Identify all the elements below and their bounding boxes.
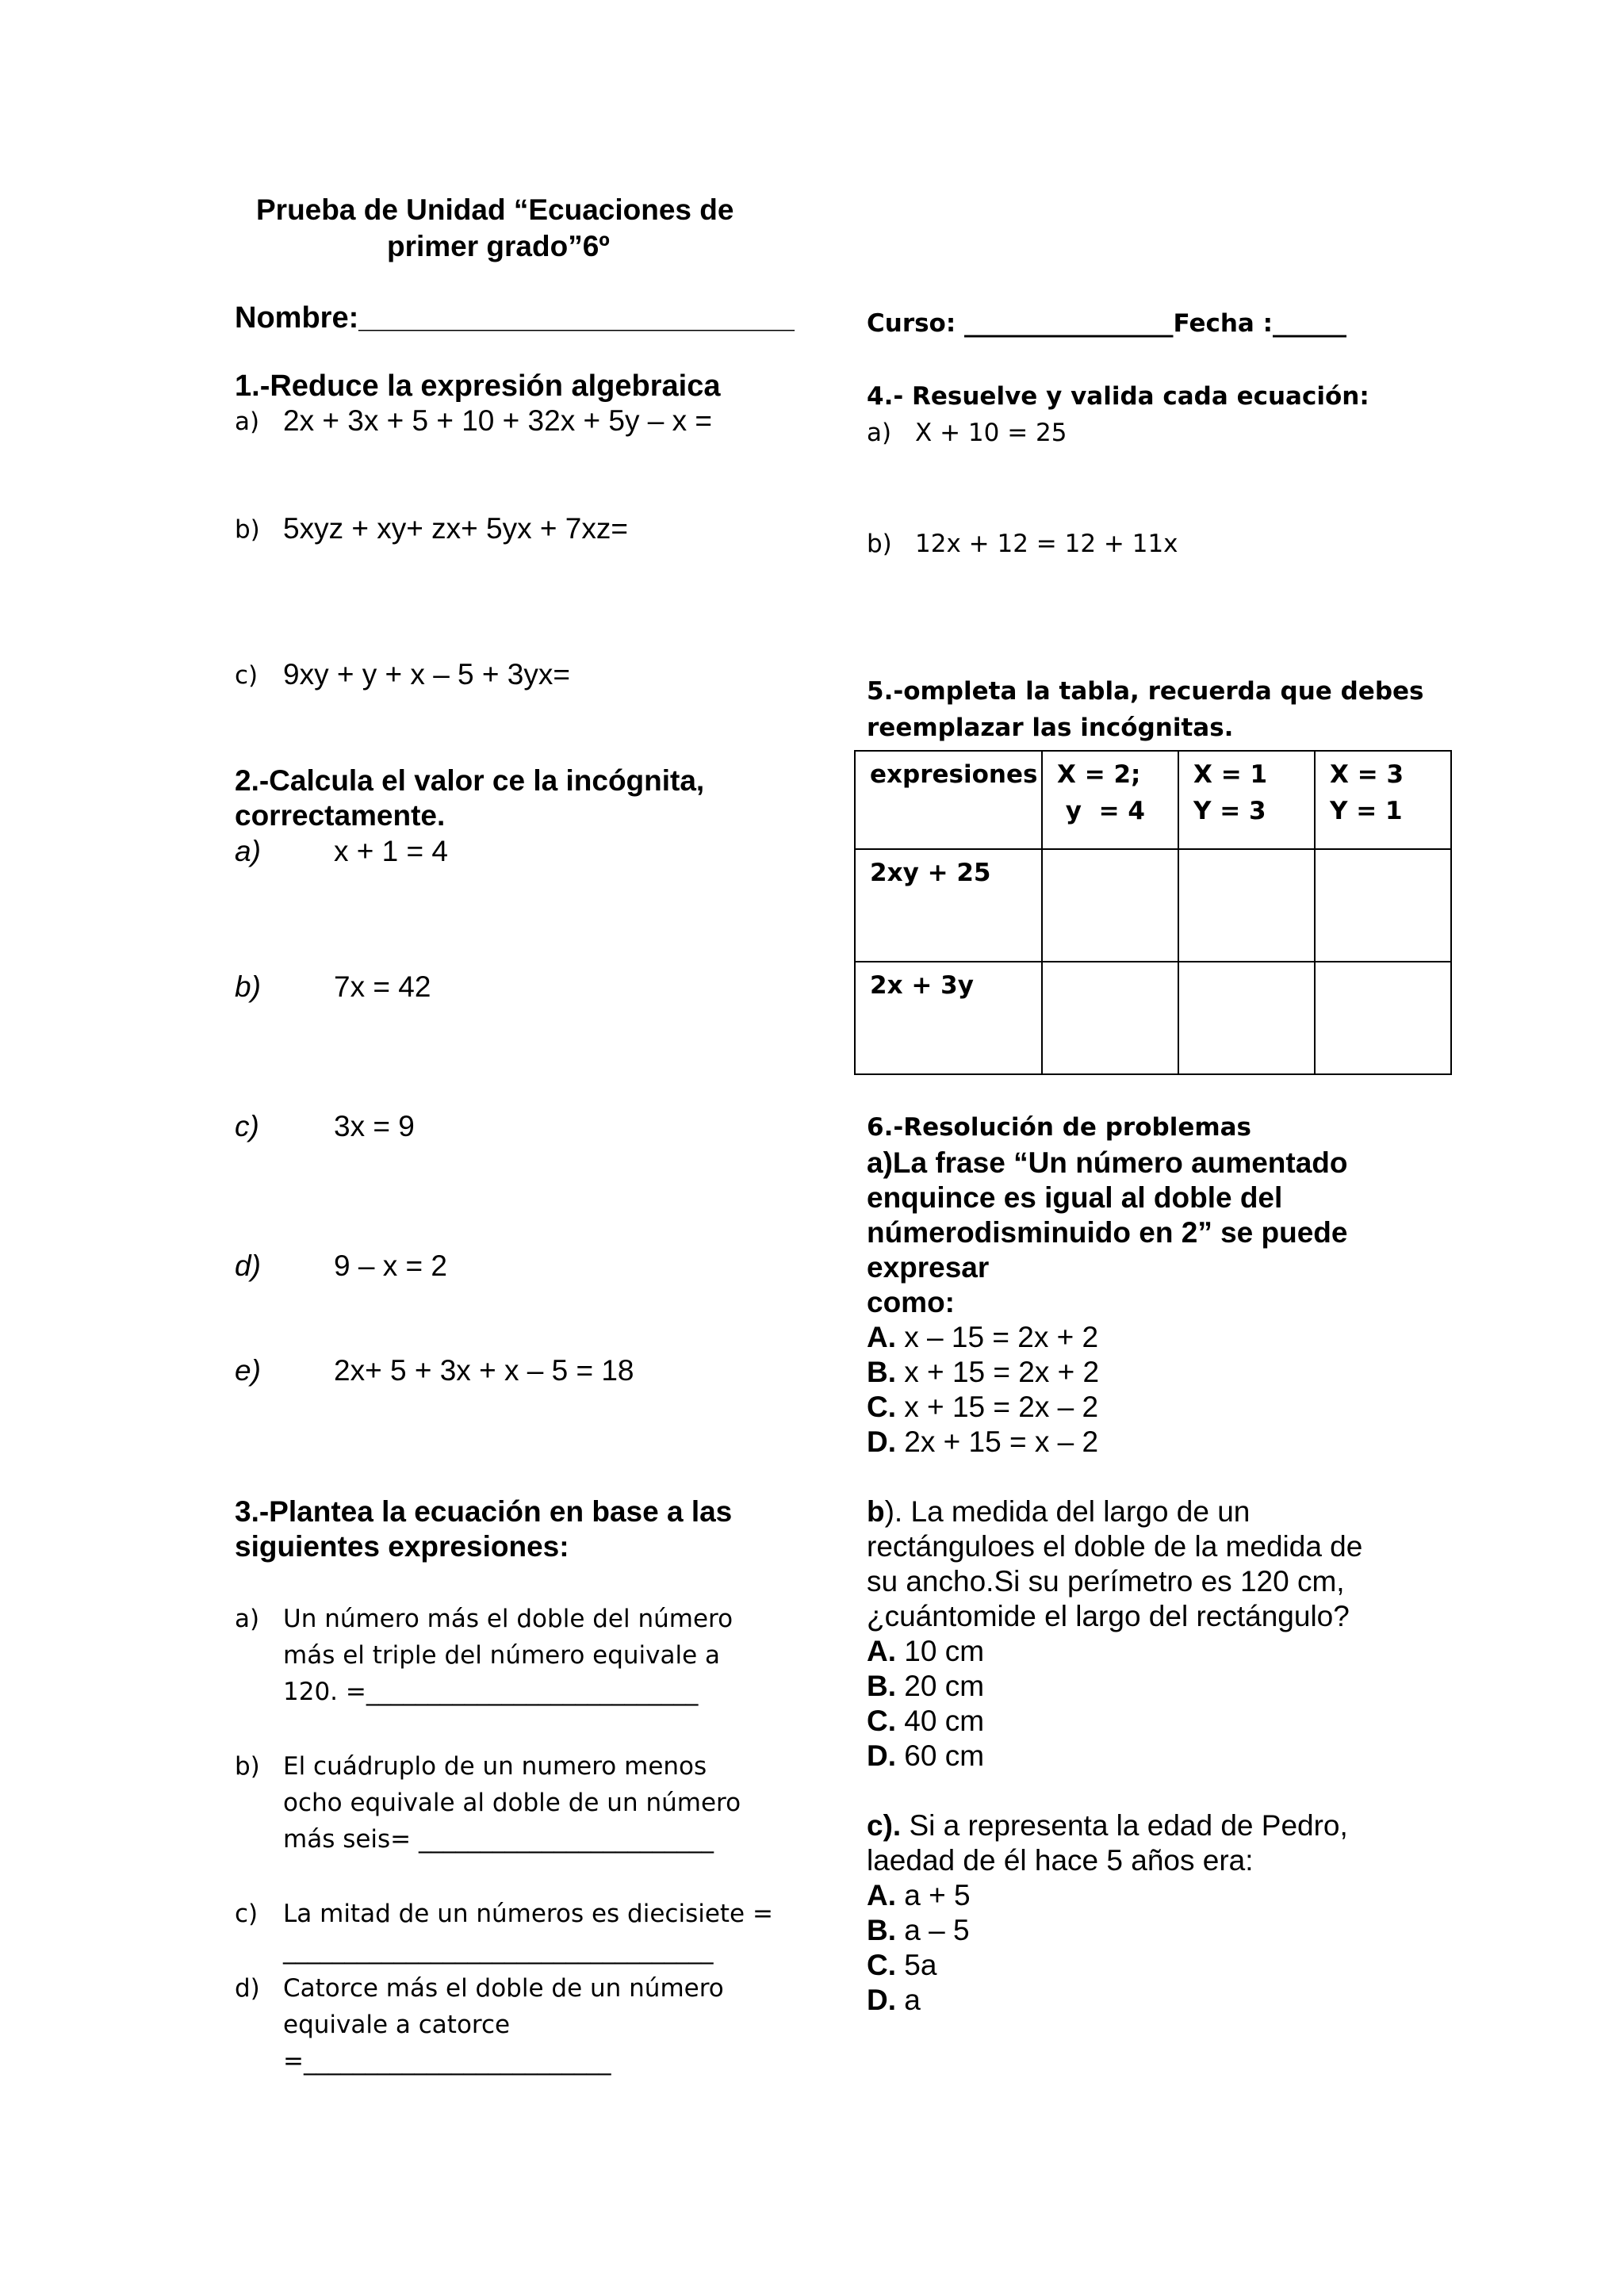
q1-item-label: b) bbox=[235, 515, 260, 544]
q6a-line: a)La frase “Un número aumentado bbox=[867, 1146, 1348, 1179]
option-b[interactable]: B. x + 15 = 2x + 2 bbox=[867, 1356, 1100, 1388]
option-b[interactable]: B. 20 cm bbox=[867, 1670, 985, 1702]
q2-item-expr: 2x+ 5 + 3x + x – 5 = 18 bbox=[334, 1354, 634, 1387]
q2-title-line1: 2.-Calcula el valor ce la incógnita, bbox=[235, 764, 705, 797]
q3-item-label: c) bbox=[235, 1900, 259, 1928]
table-answer-cell[interactable] bbox=[1315, 962, 1451, 1074]
q6b-line: b). La medida del largo de un bbox=[867, 1495, 1251, 1528]
option-a[interactable]: A. x – 15 = 2x + 2 bbox=[867, 1321, 1099, 1353]
q2-item-label: b) bbox=[235, 970, 261, 1003]
q6b-line: rectánguloes el doble de la medida de bbox=[867, 1530, 1363, 1563]
q2-item-expr: 3x = 9 bbox=[334, 1110, 415, 1142]
q3-title-line1: 3.-Plantea la ecuación en base a las bbox=[235, 1495, 733, 1528]
option-d[interactable]: D. 2x + 15 = x – 2 bbox=[867, 1425, 1099, 1458]
q4-item-expr: X + 10 = 25 bbox=[915, 419, 1067, 447]
q6c-line: c). Si a representa la edad de Pedro, bbox=[867, 1809, 1348, 1842]
q2-item-expr: x + 1 = 4 bbox=[334, 835, 448, 867]
option-d[interactable]: D. a bbox=[867, 1984, 921, 2016]
q3-item-line: ocho equivale al doble de un número bbox=[283, 1789, 741, 1817]
q3-item-line: La mitad de un números es diecisiete = bbox=[283, 1900, 773, 1928]
table-row bbox=[855, 962, 1451, 1074]
q3-item-line: más el triple del número equivale a bbox=[283, 1641, 721, 1670]
q1-item-label: c) bbox=[235, 661, 259, 690]
table-row bbox=[855, 849, 1451, 962]
q2-item-expr: 9 – x = 2 bbox=[334, 1249, 447, 1282]
q6b-line: su ancho.Si su perímetro es 120 cm, bbox=[867, 1565, 1345, 1598]
q3-answer-line[interactable]: 120. =___________________________ bbox=[283, 1678, 699, 1706]
option-c[interactable]: C. 5a bbox=[867, 1949, 937, 1981]
q6a-line: como: bbox=[867, 1286, 955, 1318]
table-row-expression: 2x + 3y bbox=[855, 962, 1042, 1074]
option-d[interactable]: D. 60 cm bbox=[867, 1739, 985, 1772]
q3-item-label: b) bbox=[235, 1752, 260, 1781]
option-b[interactable]: B. a – 5 bbox=[867, 1914, 970, 1946]
q3-title-line2: siguientes expresiones: bbox=[235, 1530, 569, 1563]
q3-item-line: equivale a catorce bbox=[283, 2011, 511, 2039]
table-header-cell: expresiones bbox=[855, 751, 1042, 849]
substitution-table bbox=[854, 750, 1452, 1075]
page-title-line1: Prueba de Unidad “Ecuaciones de bbox=[256, 193, 734, 226]
q3-answer-line[interactable]: más seis= ________________________ bbox=[283, 1825, 714, 1854]
q6a-line: enquince es igual al doble del bbox=[867, 1181, 1283, 1214]
q2-item-label: c) bbox=[235, 1110, 259, 1142]
q2-item-label: d) bbox=[235, 1249, 261, 1282]
q4-item-label: b) bbox=[867, 530, 892, 558]
q1-item-expr: 9xy + y + x – 5 + 3yx= bbox=[283, 658, 570, 691]
q3-item-label: a) bbox=[235, 1605, 260, 1633]
q2-title-line2: correctamente. bbox=[235, 799, 446, 832]
table-answer-cell[interactable] bbox=[1178, 849, 1315, 962]
q2-item-label: e) bbox=[235, 1354, 261, 1387]
q4-title: 4.- Resuelve y valida cada ecuación: bbox=[867, 382, 1369, 411]
q6a-line: expresar bbox=[867, 1251, 990, 1284]
table-header-cell: X = 2; y = 4 bbox=[1042, 751, 1178, 849]
q3-item-line: Un número más el doble del número bbox=[283, 1605, 733, 1633]
table-answer-cell[interactable] bbox=[1178, 962, 1315, 1074]
option-c[interactable]: C. 40 cm bbox=[867, 1705, 985, 1737]
table-answer-cell[interactable] bbox=[1315, 849, 1451, 962]
table-answer-cell[interactable] bbox=[1042, 849, 1178, 962]
curso-fecha-field[interactable]: Curso: _________________Fecha :______ bbox=[867, 309, 1347, 338]
q4-item-expr: 12x + 12 = 12 + 11x bbox=[915, 530, 1178, 558]
option-a[interactable]: A. 10 cm bbox=[867, 1635, 985, 1667]
q3-item-line: Catorce más el doble de un número bbox=[283, 1974, 724, 2003]
q6a-line: númerodisminuido en 2” se puede bbox=[867, 1216, 1348, 1249]
table-header-row bbox=[855, 751, 1451, 849]
option-c[interactable]: C. x + 15 = 2x – 2 bbox=[867, 1391, 1099, 1423]
q3-item-line: El cuádruplo de un numero menos bbox=[283, 1752, 707, 1781]
q2-item-label: a) bbox=[235, 835, 261, 867]
nombre-field[interactable]: Nombre:__________________________ bbox=[235, 301, 795, 335]
q6-title: 6.-Resolución de problemas bbox=[867, 1113, 1252, 1142]
q3-answer-line[interactable]: ___________________________________ bbox=[283, 1936, 714, 1965]
table-row-expression: 2xy + 25 bbox=[855, 849, 1042, 962]
q1-item-expr: 2x + 3x + 5 + 10 + 32x + 5y – x = bbox=[283, 404, 712, 437]
q6c-line: laedad de él hace 5 años era: bbox=[867, 1844, 1254, 1877]
q1-title: 1.-Reduce la expresión algebraica bbox=[235, 369, 721, 403]
q3-answer-line[interactable]: =_________________________ bbox=[283, 2047, 611, 2076]
q5-title-line1: 5.-ompleta la tabla, recuerda que debes bbox=[867, 677, 1424, 706]
page-title-line2: primer grado”6º bbox=[387, 230, 610, 262]
q1-item-expr: 5xyz + xy+ zx+ 5yx + 7xz= bbox=[283, 512, 628, 545]
table-header-cell: X = 1 Y = 3 bbox=[1178, 751, 1315, 849]
q6b-line: ¿cuántomide el largo del rectángulo? bbox=[867, 1600, 1350, 1632]
table-header-cell: X = 3 Y = 1 bbox=[1315, 751, 1451, 849]
option-a[interactable]: A. a + 5 bbox=[867, 1879, 971, 1911]
q5-title-line2: reemplazar las incógnitas. bbox=[867, 714, 1234, 742]
table-answer-cell[interactable] bbox=[1042, 962, 1178, 1074]
q3-item-label: d) bbox=[235, 1974, 260, 2003]
q1-item-label: a) bbox=[235, 408, 260, 436]
q2-item-expr: 7x = 42 bbox=[334, 970, 431, 1003]
q4-item-label: a) bbox=[867, 419, 892, 447]
